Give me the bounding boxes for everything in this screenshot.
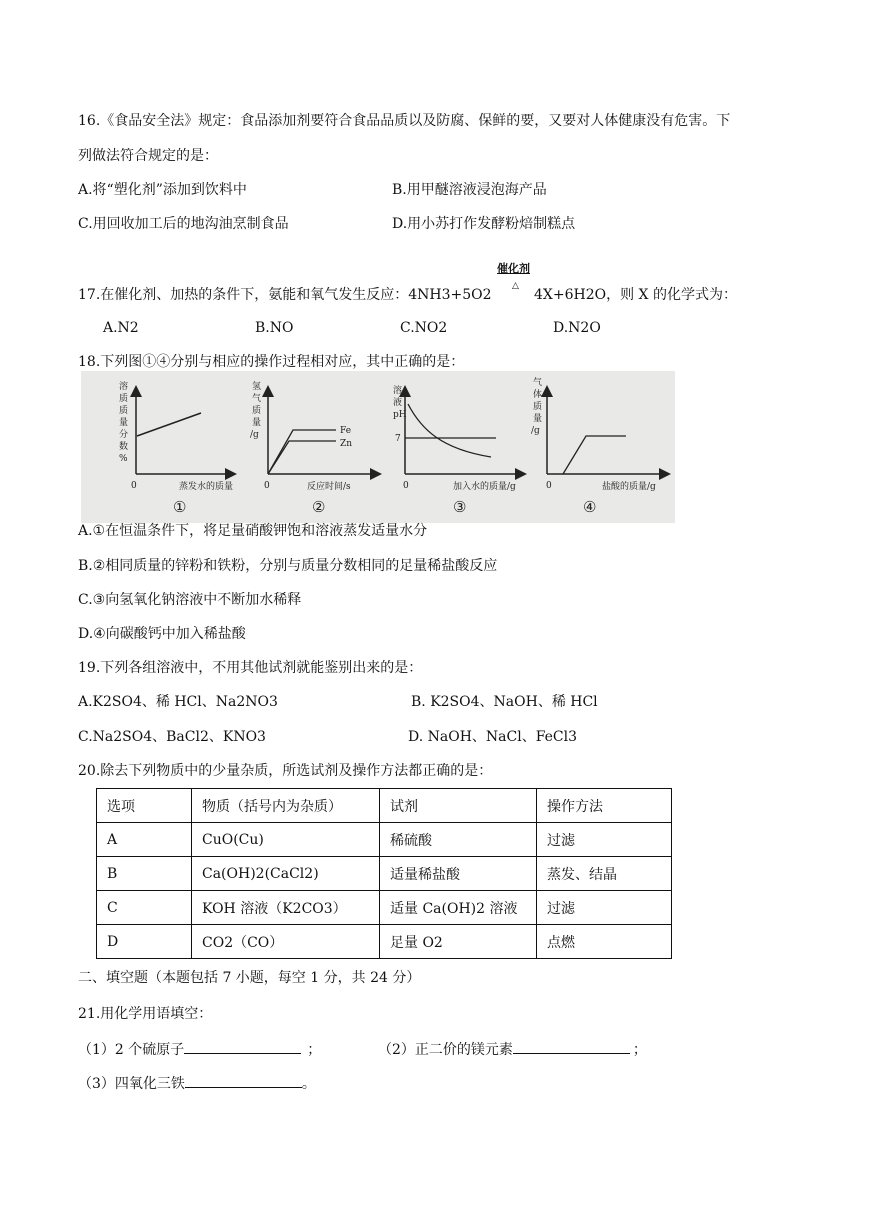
g2-ylabel-0: 氢 [252,382,262,392]
g3-xlabel: 加入水的质量/g [453,482,516,492]
q19-option-a: A.K2SO4、稀 HCl、Na2NO3 [78,694,278,710]
g2-number: ② [312,498,326,516]
g1-ylabel-0: 溶 [119,382,129,392]
q21-part-2-label: （2）正二价的镁元素 [378,1042,513,1058]
q21-part-2 [378,1039,647,1060]
graph-4-gas-line [563,436,626,474]
table-row [97,823,672,857]
q17-heat-symbol: △ [512,281,519,291]
g2-fe-label: Fe [340,426,352,436]
table-cell: 足量 O2 [380,925,537,959]
section-2-heading: 二、填空题（本题包括 7 小题，每空 1 分，共 24 分） [78,970,421,986]
g2-ylabel-1: 气 [252,394,262,404]
q17-option-a: A.N2 [103,320,139,336]
graph-3 [393,384,521,516]
graph-3-ph-curve [408,404,491,457]
g1-number: ① [173,498,187,516]
q17-stem-tail: 4X+6H2O，则 X 的化学式为： [534,287,737,303]
g1-xlabel: 蒸发水的质量 [179,482,234,492]
g1-ylabel-5: 数 [119,442,129,452]
svg-text:气 体 质 [531,376,545,436]
g4-ylabel-0: 气 [533,378,543,388]
q21-stem: 21.用化学用语填空： [78,1006,213,1022]
graph-1 [119,380,233,516]
q21-part-1 [78,1039,321,1060]
q21-part-1-label: （1）2 个硫原子 [78,1042,185,1058]
table-cell: 蒸发、结晶 [537,857,672,891]
g4-ylabel-1: 体 [533,390,543,400]
table-row [97,857,672,891]
q18-option-a: A.①在恒温条件下，将足量硝酸钾饱和溶液蒸发适量水分 [78,523,428,539]
g2-ylabel-4: /g [250,430,259,440]
q18-stem: 18.下列图①④分别与相应的操作过程相对应，其中正确的是： [78,354,465,370]
q21-part-2-end: ； [632,1042,647,1058]
g2-ylabel-3: 量 [252,418,262,428]
q18-graphs-figure [81,371,675,523]
g4-ylabel-2: 质 [533,402,543,412]
graph-4 [531,376,665,516]
table-cell: A [97,823,192,857]
g3-number: ③ [453,498,467,516]
q16-option-d: D.用小苏打作发酵粉焙制糕点 [392,216,576,232]
q17-option-b: B.NO [255,320,294,336]
q20-options-table [96,788,672,959]
table-cell: 适量稀盐酸 [380,857,537,891]
g4-xlabel: 盐酸的质量/g [602,482,656,492]
table-cell: D [97,925,192,959]
table-cell: B [97,857,192,891]
q19-option-c: C.Na2SO4、BaCl2、KNO3 [78,729,266,745]
table-cell: 过滤 [537,891,672,925]
q21-part-1-end: ； [307,1042,322,1058]
graph-1-line [137,413,201,436]
table-header-cell: 操作方法 [537,789,672,823]
q17-stem: 17.在催化剂、加热的条件下，氨能和氧气发生反应：4NH3+5O2 [78,287,492,303]
q16-option-a: A.将“塑化剂”添加到饮料中 [78,182,247,198]
table-row [97,891,672,925]
g1-ylabel-4: 分 [119,430,129,440]
g4-ylabel-3: 量 [533,414,543,424]
table-cell: 稀硫酸 [380,823,537,857]
table-header-cell: 物质（括号内为杂质） [192,789,380,823]
g3-ylabel-2: pH [393,410,407,420]
q17-catalyst-label: 催化剂 [497,262,530,275]
q17-option-d: D.N2O [553,320,601,336]
q21-part-3-end: 。 [301,1076,316,1092]
table-cell: 过滤 [537,823,672,857]
q21-part-3-label: （3）四氧化三铁 [78,1076,185,1092]
q16-stem-line2: 列做法符合规定的是： [78,148,218,164]
g1-ylabel-1: 质 [119,394,129,404]
q19-option-d: D. NaOH、NaCl、FeCl3 [408,729,578,745]
q21-blank-1[interactable] [184,1039,301,1054]
g2-origin: 0 [264,481,270,491]
table-cell: KOH 溶液（K2CO3） [192,891,380,925]
graph-2-zn-line [268,441,336,474]
g1-origin: 0 [131,481,137,491]
q20-stem: 20.除去下列物质中的少量杂质，所选试剂及操作方法都正确的是： [78,763,493,779]
g2-ylabel-2: 质 [252,406,262,416]
q21-blank-3[interactable] [185,1073,302,1088]
g2-xlabel: 反应时间/s [307,482,351,492]
g4-ylabel-4: /g [531,426,540,436]
q16-option-b: B.用甲醚溶液浸泡海产品 [392,182,547,198]
table-cell: Ca(OH)2(CaCl2) [192,857,380,891]
q19-option-b: B. K2SO4、NaOH、稀 HCl [411,694,598,710]
svg-text:氢 气 质 [250,380,264,440]
q21-part-3 [78,1073,316,1094]
table-cell: 适量 Ca(OH)2 溶液 [380,891,537,925]
q19-stem: 19.下列各组溶液中，不用其他试剂就能鉴别出来的是： [78,660,423,676]
g2-zn-label: Zn [340,439,353,449]
q18-option-d: D.④向碳酸钙中加入稀盐酸 [78,626,246,642]
table-cell: CuO(Cu) [192,823,380,857]
g3-ylabel-1: 液 [393,398,403,408]
table-cell: C [97,891,192,925]
table-cell: 点燃 [537,925,672,959]
g4-number: ④ [583,498,597,516]
svg-text:溶 液 pH [393,384,407,420]
g3-ylabel-0: 溶 [393,386,403,396]
q17-option-c: C.NO2 [400,320,448,336]
q16-option-c: C.用回收加工后的地沟油烹制食品 [78,216,289,232]
g1-ylabel-6: % [119,454,128,464]
table-row [97,925,672,959]
g1-ylabel-2: 质 [119,406,129,416]
g3-seven: 7 [395,434,401,444]
graph-2 [250,380,376,516]
q18-option-b: B.②相同质量的锌粉和铁粉，分别与质量分数相同的足量稀盐酸反应 [78,558,498,574]
table-header-cell: 选项 [97,789,192,823]
g1-ylabel-3: 量 [119,418,129,428]
svg-text:溶 质 质 [119,380,131,464]
q21-blank-2[interactable] [513,1039,630,1054]
graph-2-fe-line [268,430,336,474]
table-cell: CO2（CO） [192,925,380,959]
g4-origin: 0 [546,481,552,491]
g3-origin: 0 [403,481,409,491]
q18-option-c: C.③向氢氧化钠溶液中不断加水稀释 [78,592,302,608]
table-header-row [97,789,672,823]
q16-stem-line1: 16.《食品安全法》规定：食品添加剂要符合食品品质以及防腐、保鲜的要，又要对人体健康没有危害。下 [78,113,731,129]
table-header-cell: 试剂 [380,789,537,823]
